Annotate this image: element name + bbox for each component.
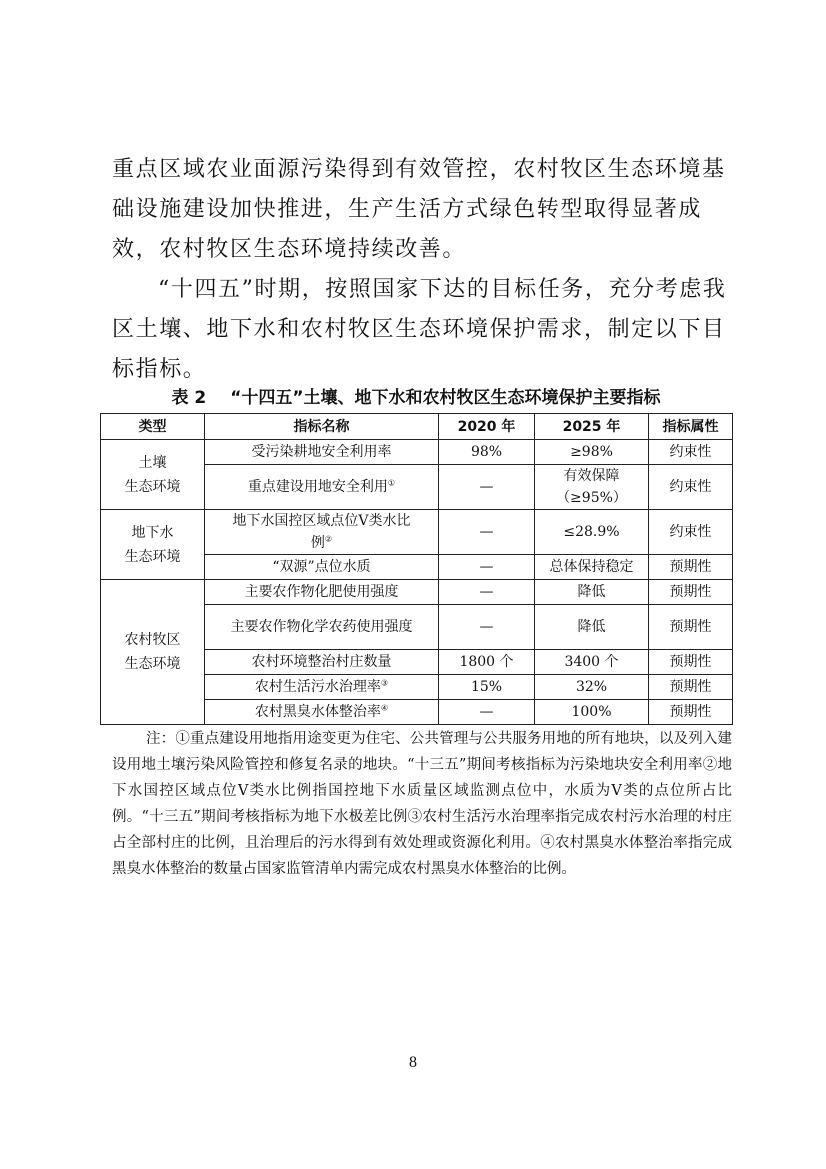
table-title: “十四五”土壤、地下水和农村牧区生态环境保护主要指标 (230, 388, 661, 408)
indicator-name: 农村生活污水治理率 (254, 679, 381, 695)
value-2025-cell (535, 510, 649, 555)
indicator-name-cell (205, 510, 439, 555)
category-cell (101, 510, 205, 580)
table-caption (100, 386, 732, 410)
value-2020-cell: — (439, 605, 535, 650)
value-2025-cell (535, 555, 649, 580)
indicator-name: “双源”点位水质 (272, 559, 371, 575)
column-header: 指标名称 (205, 414, 439, 440)
footnote-marker: ① (387, 478, 396, 488)
indicator-name-cell (205, 675, 439, 700)
value-2025-cell (535, 605, 649, 650)
indicator-name-cell (205, 440, 439, 465)
category-label: 生态环境 (124, 478, 181, 495)
indicator-name: 农村环境整治村庄数量 (251, 654, 392, 670)
value-2025-cell (535, 465, 649, 510)
note-label: 注： (146, 731, 176, 747)
note-text: ①重点建设用地指用途变更为住宅、公共管理与公共服务用地的所有地块，以及列入建设用地土壤污染风险管控和修复名录的地块。“十三五”期间考核指标为污染地块安全利用率②地下水国控区域点位Ⅴ类水比例指国控地下水质量区域监测点位中，水质为Ⅴ类的点位所占比例。“十三五”期间考核指标为地下水极差比例③农村生活污水治理率指完成农村污水治理的村庄占全部村庄的比例，且治理后的污水得到有效处理或资源化利用。④农村黑臭水体整治率指完成黑臭水体整治的数量占国家监管清单内需完成农村黑臭水体整治的比例。 (112, 731, 733, 877)
column-header: 类型 (101, 414, 205, 440)
category-cell (101, 580, 205, 725)
category-label: 土壤 (138, 454, 167, 471)
indicator-name-cell (205, 700, 439, 725)
value-2025-line: 有效保障 (563, 468, 620, 484)
value-2025-line: 降低 (577, 584, 606, 600)
footnote-marker: ② (324, 534, 333, 544)
value-2025-line: （≥95%） (556, 490, 627, 506)
value-2020-cell: 1800 个 (439, 650, 535, 675)
footnote-marker: ③ (380, 678, 389, 688)
category-label: 生态环境 (124, 656, 181, 672)
indicator-name: 农村黑臭水体整治率 (254, 704, 381, 720)
indicator-name: 受污染耕地安全利用率 (251, 444, 392, 460)
value-2025-line: 100% (571, 704, 612, 720)
value-2020-cell: 15% (439, 675, 535, 700)
category-label: 生态环境 (124, 548, 181, 565)
value-2025-cell (535, 650, 649, 675)
value-2020-cell: 98% (439, 440, 535, 465)
value-2025-cell (535, 675, 649, 700)
indicator-attribute-cell: 预期性 (649, 580, 733, 605)
value-2025-cell (535, 440, 649, 465)
table-number: 表 2 (171, 388, 207, 408)
indicator-attribute-cell: 预期性 (649, 555, 733, 580)
indicator-name: 主要农作物化学农药使用强度 (230, 619, 413, 635)
value-2025-cell (535, 580, 649, 605)
indicator-name: 地下水国控区域点位Ⅴ类水比例 (232, 513, 411, 551)
indicator-name: 重点建设用地安全利用 (247, 479, 388, 495)
value-2025-cell (535, 700, 649, 725)
value-2020-cell: — (439, 510, 535, 555)
indicator-name: 主要农作物化肥使用强度 (244, 584, 399, 600)
column-header: 2020 年 (439, 414, 535, 440)
page-number: 8 (409, 1054, 417, 1071)
footnote-marker: ④ (380, 703, 389, 713)
value-2020-cell: — (439, 555, 535, 580)
indicator-name-cell (205, 465, 439, 510)
value-2020-cell: — (439, 580, 535, 605)
category-label: 地下水 (131, 524, 174, 541)
table-row (101, 580, 733, 605)
value-2025-line: ≤28.9% (563, 524, 620, 540)
category-label: 农村牧区 (124, 632, 181, 648)
value-2025-line: 降低 (577, 619, 606, 635)
indicator-attribute-cell: 约束性 (649, 440, 733, 465)
value-2025-line: 总体保持稳定 (549, 559, 634, 575)
table-note (112, 726, 732, 882)
table-row (101, 510, 733, 555)
indicator-attribute-cell: 预期性 (649, 700, 733, 725)
column-header: 指标属性 (649, 414, 733, 440)
value-2025-line: 32% (575, 679, 608, 695)
category-cell (101, 440, 205, 510)
indicator-name-cell (205, 580, 439, 605)
indicator-attribute-cell: 约束性 (649, 510, 733, 555)
table-header-row (101, 414, 733, 440)
table-row (101, 440, 733, 465)
value-2020-cell: — (439, 700, 535, 725)
value-2025-line: ≥98% (570, 444, 613, 460)
column-header: 2025 年 (535, 414, 649, 440)
indicator-attribute-cell: 预期性 (649, 675, 733, 700)
value-2025-line: 3400 个 (564, 654, 619, 670)
indicator-attribute-cell: 预期性 (649, 605, 733, 650)
body-paragraph: “十四五”时期，按照国家下达的目标任务，充分考虑我区土壤、地下水和农村牧区生态环境保护需求，制定以下目标指标。 (112, 277, 727, 382)
indicator-name-cell (205, 650, 439, 675)
value-2020-cell: — (439, 465, 535, 510)
indicator-attribute-cell: 预期性 (649, 650, 733, 675)
indicator-table (100, 413, 733, 725)
indicator-name-cell (205, 555, 439, 580)
body-paragraph: 重点区域农业面源污染得到有效管控，农村牧区生态环境基础设施建设加快推进，生产生活方式绿色转型取得显著成效，农村牧区生态环境持续改善。 (112, 157, 726, 262)
indicator-attribute-cell: 约束性 (649, 465, 733, 510)
indicator-name-cell (205, 605, 439, 650)
